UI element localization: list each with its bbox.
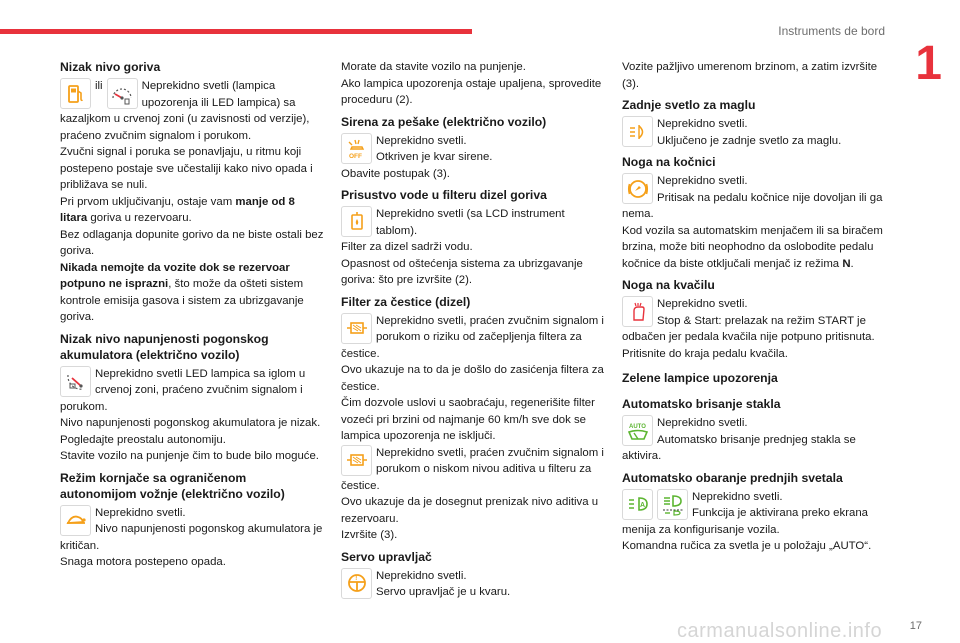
siren-row [341, 133, 605, 166]
section-auto-wipers [622, 396, 888, 465]
section-title: Noga na kočnici [622, 155, 716, 169]
section-power-steering [341, 549, 605, 601]
limited-p1: Snaga motora postepeno opada. [60, 556, 226, 568]
svg-text:!: ! [354, 576, 357, 582]
intro-p1: Morate da stavite vozilo na punjenje. [341, 61, 526, 73]
fuel-row [60, 78, 324, 144]
headlights-row [622, 489, 888, 539]
siren-desc1: Neprekidno svetli. [376, 134, 467, 147]
clutch-foot-icon [622, 296, 653, 327]
clutch-p1: Pritisnite do kraja pedalu kvačila. [622, 347, 788, 360]
section-auto-headlights [622, 470, 888, 555]
clutch-row [622, 296, 888, 346]
section-title: Nizak nivo napunjenosti pogonskog akumulatora (električno vozilo) [60, 331, 269, 362]
dpf-p1: Ovo ukazuje na to da je došlo do zasićenja filtera za čestice. [341, 364, 604, 393]
siren-p1: Obavite postupak (3). [341, 167, 450, 180]
high-beam-icon [657, 489, 688, 520]
water-p2: Opasnost od oštećenja sistema za ubrizgavanje goriva: što pre izvršite (2). [341, 257, 583, 286]
section-title: Noga na kvačilu [622, 278, 715, 292]
headlights-desc2: Funkcija je aktivirana preko ekrana menija za konfigurisanje vozila. [622, 507, 869, 536]
section-title: Nizak nivo goriva [60, 60, 161, 74]
fog-desc2: Uključeno je zadnje svetlo za maglu. [657, 134, 842, 147]
wipers-row [622, 415, 888, 465]
fuel-gauge-icon [107, 78, 138, 109]
section-battery [60, 331, 324, 465]
brake-p1-a: Kod vozila sa automatskim menjačem ili sa biračem brzina, može biti neophodno da oslobodite pedalu kočnice da biste otključali menjač iz režima [622, 224, 883, 270]
section-brake-foot [622, 154, 888, 272]
chapter-number: 1 [915, 37, 942, 90]
fuel-p2-a: Pri prvom uključivanju, ostaje vam [60, 195, 236, 208]
header-title: Instruments de bord [778, 24, 885, 38]
headlights-desc1: Neprekidno svetli. [692, 490, 783, 503]
dpf-desc: Neprekidno svetli, praćen zvučnim signalom i porukom o riziku od začepljenja filtera za čestice. [341, 314, 604, 360]
brake-p1-b: N [842, 257, 851, 270]
section-water-in-fuel [341, 187, 605, 289]
auto-wiper-icon [622, 415, 653, 446]
section-particle-filter [341, 294, 605, 544]
section-title: Zadnje svetlo za maglu [622, 98, 756, 112]
fog-row [622, 116, 888, 149]
fuel-p4-a: Nikada nemojte da vozite dok se rezervoar potpuno ne isprazni [60, 261, 290, 290]
svg-text:OFF: OFF [348, 153, 362, 160]
particle-filter-icon [341, 445, 372, 476]
column-1 [60, 59, 324, 576]
battery-desc: Neprekidno svetli LED lampica sa iglom u crvenoj zoni, praćeno zvučnim signalom i porukom. [60, 367, 306, 413]
steering-desc1: Neprekidno svetli. [376, 569, 467, 582]
water-row [341, 206, 605, 239]
steering-wheel-icon [341, 568, 372, 599]
turtle-icon [60, 505, 91, 536]
wipers-desc2: Automatsko brisanje prednjeg stakla se aktivira. [622, 433, 856, 462]
battery-p1: Nivo napunjenosti pogonskog akumulatora je nizak. [60, 417, 321, 429]
header-accent-bar [0, 29, 472, 34]
brake-desc1: Neprekidno svetli. [657, 175, 748, 187]
battery-p3: Stavite vozilo na punjenje čim to bude bilo moguće. [60, 450, 319, 462]
section-charge-intro [341, 59, 605, 109]
section-green-lights [622, 370, 888, 386]
dpf-p4: Izvršite (3). [341, 529, 398, 541]
section-title: Prisustvo vode u filteru dizel goriva [341, 188, 547, 202]
pedestrian-horn-off-icon [341, 133, 372, 164]
section-drive-intro [622, 59, 888, 92]
section-title: Automatsko obaranje prednjih svetala [622, 470, 843, 485]
limited-desc1: Neprekidno svetli. [95, 506, 186, 519]
or-label: ili [95, 80, 103, 92]
dpf-desc2: Neprekidno svetli, praćen zvučnim signalom i porukom o niskom nivou aditiva u filteru za čestice. [341, 446, 604, 492]
rear-fog-light-icon [622, 116, 653, 147]
fuel-pump-icon [60, 78, 91, 109]
steering-row [341, 568, 605, 601]
section-title: Sirena za pešake (električno vozilo) [341, 114, 547, 129]
section-rear-fog [622, 97, 888, 149]
steering-desc2: Servo upravljač je u kvaru. [376, 586, 511, 598]
section-title: Automatsko brisanje stakla [622, 397, 781, 411]
fuel-p4 [60, 260, 324, 326]
auto-headlight-icon [622, 489, 653, 520]
section-title: Filter za čestice (dizel) [341, 294, 471, 309]
section-clutch-foot [622, 277, 888, 362]
section-title: Servo upravljač [341, 549, 432, 564]
battery-gauge-icon [60, 366, 91, 397]
clutch-desc2: Stop & Start: prelazak na režim START je odbačen jer pedala kvačila nije potpuno pritisnuta. [622, 314, 875, 343]
intro-p2: Ako lampica upozorenja ostaje upaljena, sprovedite proceduru (2). [341, 77, 602, 106]
dpf-row-2 [341, 445, 605, 495]
particle-filter-icon [341, 313, 372, 344]
svg-text:A: A [639, 502, 645, 509]
section-pedestrian-horn [341, 114, 605, 183]
brake-p1-c: . [850, 257, 854, 270]
column-2 [341, 59, 605, 606]
water-desc: Neprekidno svetli (sa LCD instrument tablom). [376, 208, 565, 237]
fuel-p2 [60, 194, 324, 227]
brake-foot-icon [622, 173, 653, 204]
col3-intro: Vozite pažljivo umerenom brzinom, a zatim izvršite (3). [622, 61, 878, 90]
brake-row [622, 173, 888, 223]
fuel-p3: Bez odlaganja dopunite gorivo da ne biste ostali bez goriva. [60, 228, 324, 257]
fuel-p1: Zvučni signal i poruka se ponavljaju, u ritmu koji postepeno postaje sve učestaliji kako nivo opada i približava se nuli. [60, 146, 313, 191]
watermark: carmanualsonline.info [677, 620, 883, 642]
fuel-p4-b: , što može da ošteti sistem kontrole emisija gasova i sistem za ubrizgavanje goriva. [60, 278, 304, 323]
wipers-desc1: Neprekidno svetli. [657, 417, 748, 429]
green-lights-title: Zelene lampice upozorenja [622, 371, 778, 385]
brake-p1 [622, 223, 888, 273]
column-3 [622, 59, 888, 560]
section-title: Režim kornjače sa ograničenom autonomijom vožnje (električno vozilo) [60, 470, 285, 501]
fuel-p2-b: manje od 8 litara [60, 195, 295, 224]
water-p1: Filter za dizel sadrži vodu. [341, 241, 473, 253]
siren-desc2: Otkriven je kvar sirene. [376, 151, 493, 163]
fuel-desc: Neprekidno svetli (lampica upozorenja ili LED lampica) sa kazaljkom u crvenoj zoni (u zavisnosti od verzije), praćeno zvučnim signalom i porukom. [60, 80, 310, 142]
battery-p2: Pogledajte preostalu autonomiju. [60, 433, 226, 446]
auto-wiper-icon-text: AUTO [628, 423, 646, 430]
dpf-p3: Ovo ukazuje da je dosegnut prenizak nivo aditiva u rezervoaru. [341, 496, 599, 525]
limited-desc2: Nivo napunjenosti pogonskog akumulatora je kritičan. [60, 523, 323, 552]
fuel-p2-c: goriva u rezervoaru. [87, 212, 192, 224]
battery-row [60, 366, 324, 416]
brake-desc2: Pritisak na pedalu kočnice nije dovoljan ili ga nema. [622, 191, 883, 220]
page-number: 17 [909, 620, 922, 632]
limited-row [60, 505, 324, 555]
headlights-p1: Komandna ručica za svetla je u položaju „AUTO“. [622, 540, 872, 552]
fog-desc1: Neprekidno svetli. [657, 118, 748, 130]
section-low-fuel [60, 59, 324, 326]
section-limited-autonomy [60, 470, 324, 571]
clutch-desc1: Neprekidno svetli. [657, 298, 748, 310]
dpf-row-1 [341, 313, 605, 363]
dpf-p2: Čim dozvole uslovi u saobraćaju, regenerišite filter vozeći pri brzini od najmanje 60 km/h sve dok se lampica upozorenja ne isključi. [341, 397, 595, 442]
water-in-fuel-icon [341, 206, 372, 237]
